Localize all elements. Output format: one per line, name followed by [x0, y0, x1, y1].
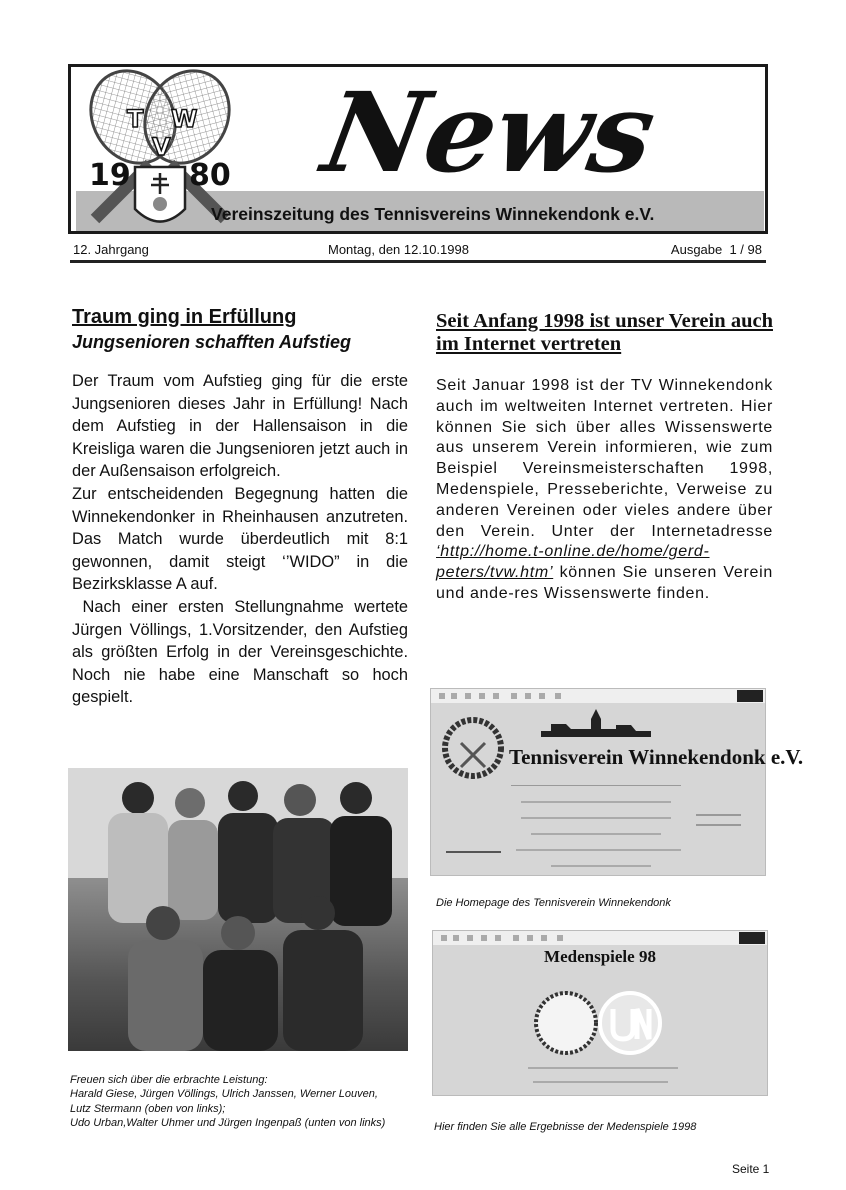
medenspiele-screenshot	[432, 930, 768, 1096]
page-number: Seite 1	[732, 1162, 770, 1176]
caption-line: Harald Giese, Jürgen Völlings, Ulrich Janssen, Werner Louven,	[70, 1088, 378, 1101]
masthead-subtitle: Vereinszeitung des Tennisvereins Winnekendonk e.V.	[211, 204, 655, 224]
header-divider	[70, 260, 766, 263]
issue-number: Ausgabe 1 / 98	[670, 242, 762, 257]
team-photo-image	[68, 768, 408, 1051]
village-skyline-icon	[541, 709, 651, 739]
paragraph: Zur entscheidenden Begegnung hatten die Winnekendonker in Rheinhausen anzutreten. Das Match wurde überdeutlich mit 8:1 gewonnen, damit steigt ‘’WIDO” in die Bezirksklasse A auf.	[72, 484, 408, 594]
club-emblem-icon	[441, 713, 505, 783]
browser-logo-icon	[737, 690, 763, 702]
volume-label: 12. Jahrgang	[73, 242, 149, 257]
masthead	[68, 64, 768, 234]
caption-line: Udo Urban,Walter Uhmer und Jürgen Ingenpaß (unten von links)	[70, 1116, 386, 1129]
logo-letter-t: T	[127, 105, 144, 133]
caption-line: Lutz Stermann (oben von links);	[70, 1102, 226, 1115]
issue-date: Montag, den 12.10.1998	[328, 242, 469, 257]
body-text: Seit Januar 1998 ist der TV Winnekendonk auch im weltweiten Internet vertreten. Hier können Sie sich über alles Wissenswerte aus unserem Verein informieren, wie zum Beispiel Vereinsmeisterschaften 1998, Medenspiele, Presseberichte, Verweise zu anderen Vereinen oder vieles andere über den Verein. Unter der Internetadresse	[436, 377, 773, 540]
medenspiele-screenshot-caption: Hier finden Sie alle Ergebnisse der Medenspiele 1998	[434, 1121, 697, 1133]
website-url-link[interactable]: ‘http://home.t-online.de/home/gerd-peters/tvw.htm’	[436, 543, 710, 582]
logo-letter-w: W	[171, 105, 198, 133]
left-article-body	[72, 370, 413, 709]
team-photo	[68, 768, 408, 1051]
left-article-title: Traum ging in Erfüllung	[72, 306, 297, 328]
photo-caption	[70, 1073, 415, 1130]
news-title-logo	[236, 67, 776, 201]
browser-toolbar	[433, 931, 767, 945]
medenspiele-title: Medenspiele 98	[544, 947, 656, 966]
browser-toolbar	[431, 689, 765, 703]
browser-logo-icon	[739, 932, 765, 944]
logo-year-right: 80	[189, 158, 231, 193]
news-title: News	[314, 68, 665, 198]
left-article-subtitle: Jungsenioren schafften Aufstieg	[72, 332, 352, 352]
right-article-body	[436, 376, 773, 605]
right-article-title: Seit Anfang 1998 ist unser Verein auch im Internet vertreten	[436, 310, 773, 355]
body-text: können Sie unseren Verein und ande-res Wissenswerte finden.	[436, 564, 773, 602]
paragraph: Nach einer ersten Stellungnahme wertete Jürgen Völlings, 1.Vorsitzender, den Aufstieg als größten Erfolg in der Vereinsgeschichte. Noch nie habe eine Manschaft so hoch gespielt.	[72, 597, 413, 707]
paragraph: Der Traum vom Aufstieg ging für die erste Jungsenioren dieses Jahr in Erfüllung! Nach dem Aufstieg in der Hallensaison in die Kreisliga waren die Jungsenioren jetzt auch in der Außensaison erfolgreich.	[72, 372, 408, 481]
homepage-title: Tennisverein Winnekendonk e.V.	[509, 745, 804, 769]
homepage-screenshot	[430, 688, 804, 876]
homepage-screenshot-caption: Die Homepage des Tennisverein Winnekendonk	[436, 897, 671, 909]
logo-year-left: 19	[89, 158, 131, 193]
logo-letter-v: V	[152, 133, 171, 161]
club-emblems-icon	[533, 989, 663, 1059]
caption-line: Freuen sich über die erbrachte Leistung:	[70, 1074, 268, 1086]
